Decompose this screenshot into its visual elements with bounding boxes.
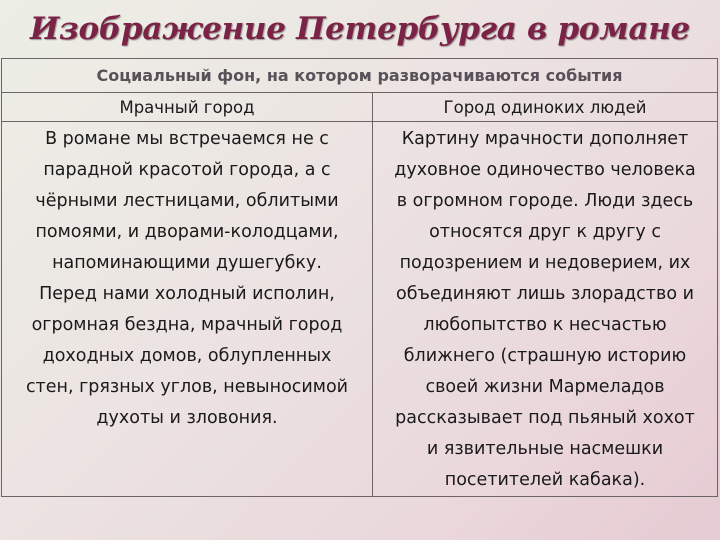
column-header-lonely-people: Город одиноких людей bbox=[373, 93, 718, 122]
text-line: Перед нами холодный исполин, bbox=[39, 284, 335, 304]
text-line: ближнего (страшную историю bbox=[403, 346, 687, 366]
text-line: и язвительные насмешки bbox=[426, 439, 664, 459]
text-line: напоминающими душегубку. bbox=[52, 253, 322, 273]
text-line: в огромном городе. Люди здесь bbox=[396, 191, 694, 211]
text-line: рассказывает под пьяный хохот bbox=[395, 408, 695, 428]
text-line: любопытство к несчастью bbox=[423, 315, 667, 335]
text-line: чёрными лестницами, облитыми bbox=[35, 191, 339, 211]
gloomy-city-text bbox=[2, 122, 373, 497]
text-line: помоями, и дворами-колодцами, bbox=[35, 222, 339, 242]
comparison-table bbox=[1, 58, 718, 497]
text-line: В романе мы встречаемся не с bbox=[45, 129, 329, 149]
text-line: относятся друг к другу с bbox=[429, 222, 661, 242]
text-line: своей жизни Мармеладов bbox=[425, 377, 665, 397]
column-header-gloomy-city: Мрачный город bbox=[2, 93, 373, 122]
text-line: огромная бездна, мрачный город bbox=[31, 315, 343, 335]
table-subtitle: Социальный фон, на котором разворачиваются события bbox=[2, 59, 718, 93]
text-line: стен, грязных углов, невыносимой bbox=[25, 377, 349, 397]
text-line: духовное одиночество человека bbox=[394, 160, 696, 180]
text-line: доходных домов, облупленных bbox=[42, 346, 332, 366]
text-line: парадной красотой города, а с bbox=[43, 160, 331, 180]
text-line: посетителей кабака). bbox=[444, 470, 646, 490]
text-line: Картину мрачности дополняет bbox=[401, 129, 689, 149]
text-line: духоты и зловония. bbox=[96, 408, 278, 428]
lonely-people-text bbox=[373, 122, 718, 497]
text-line: объединяют лишь злорадство и bbox=[396, 284, 694, 304]
text-line: подозрением и недоверием, их bbox=[399, 253, 691, 273]
slide-title: Изображение Петербурга в романе bbox=[30, 11, 690, 47]
